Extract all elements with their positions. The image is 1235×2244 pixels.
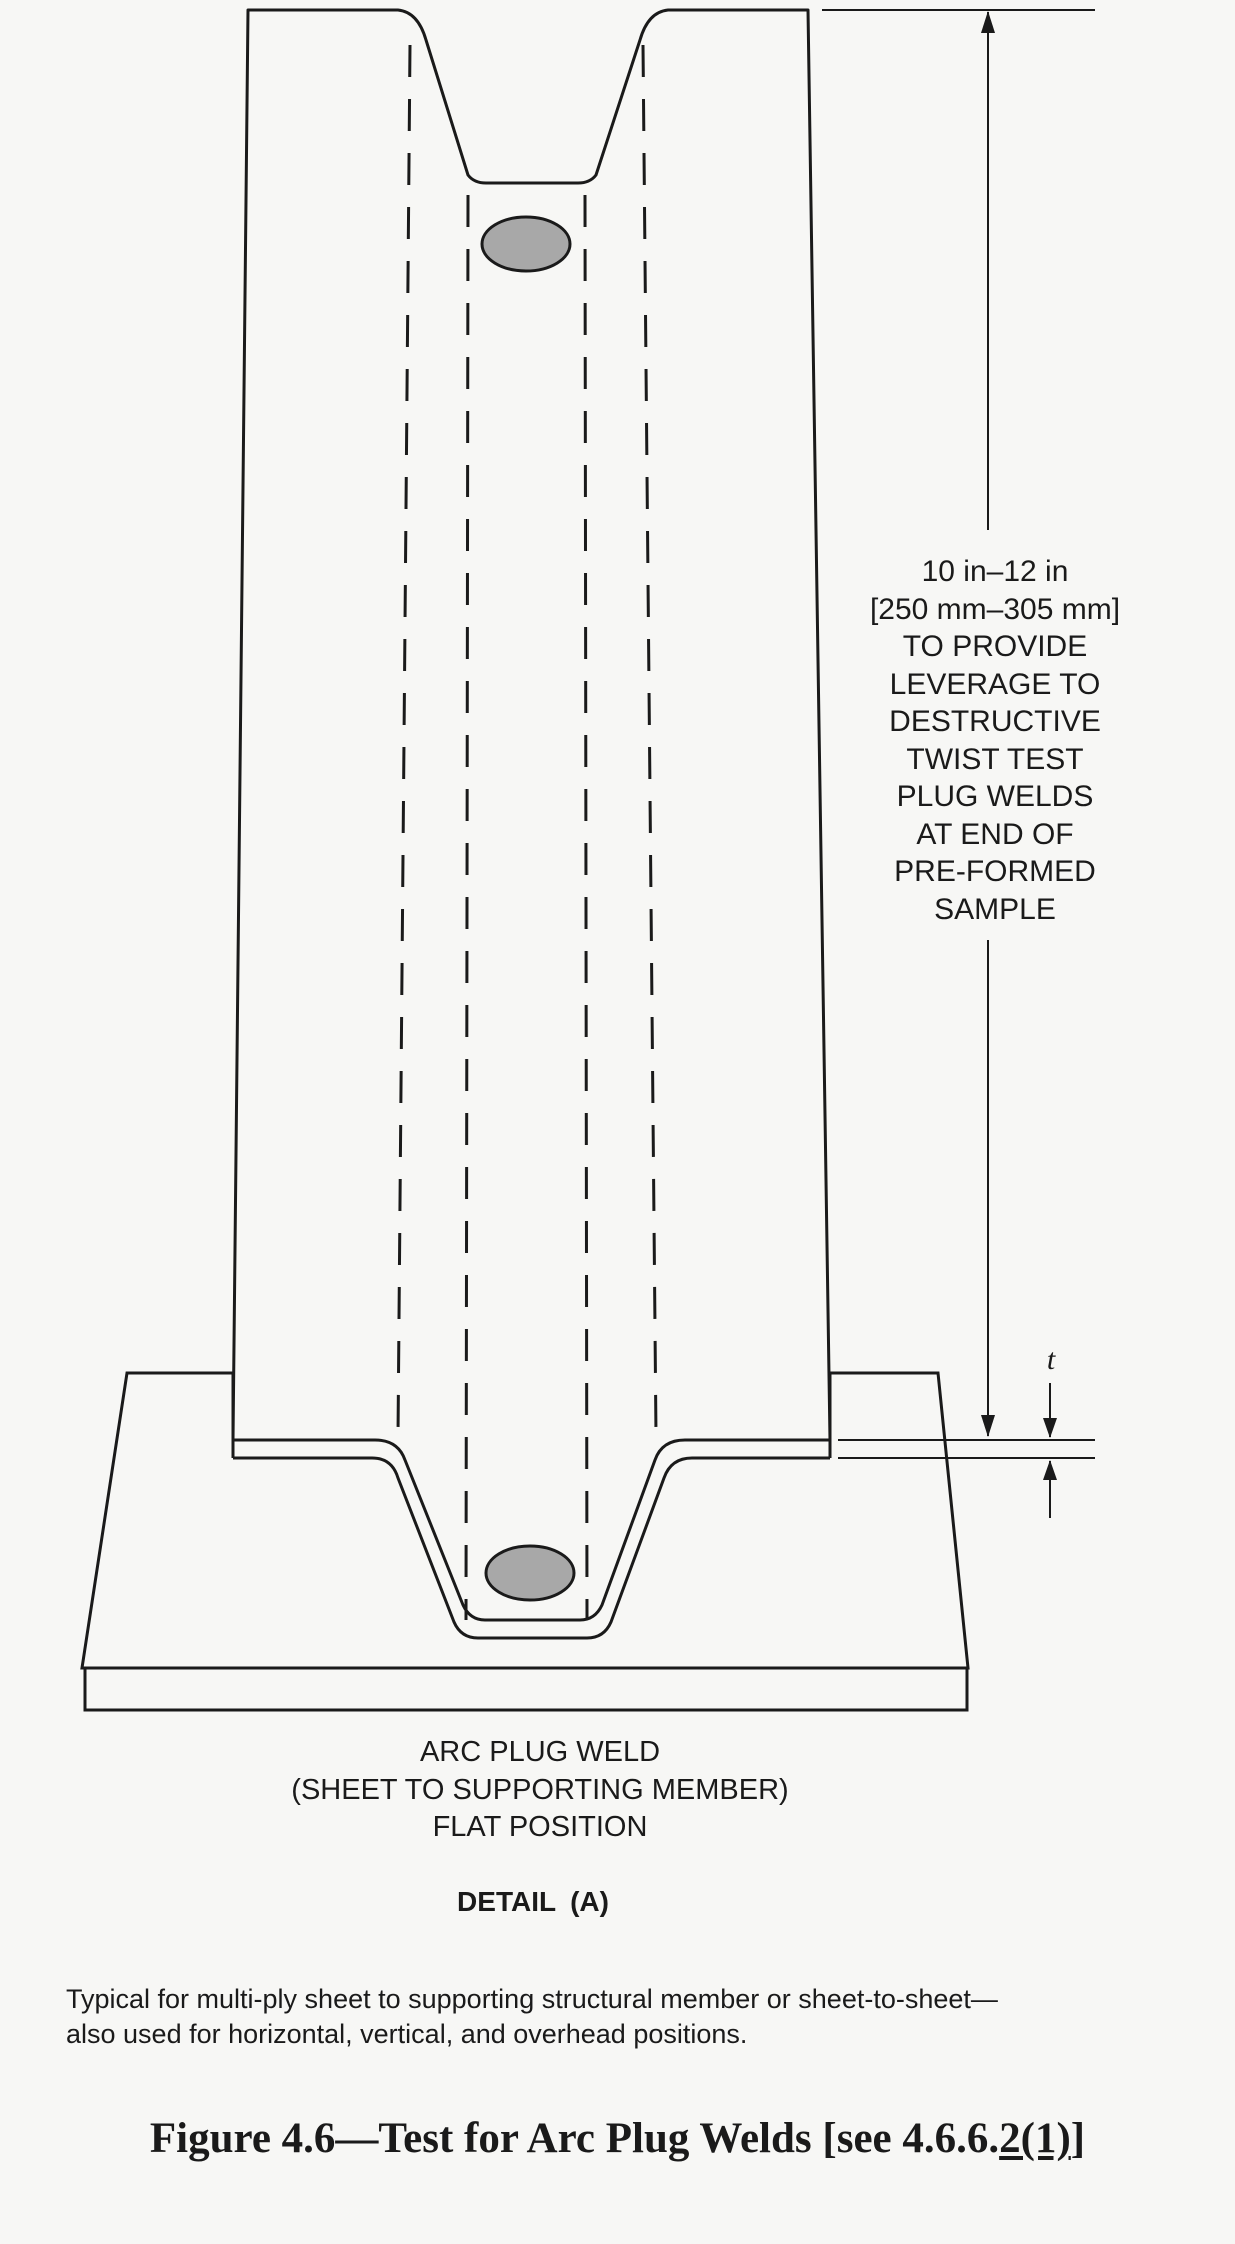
dimension-arrow-bottom [981,1415,995,1437]
dimension-note-line: PLUG WELDS [896,780,1094,813]
t-arrow-lower [1043,1460,1057,1480]
caption-line: (SHEET TO SUPPORTING MEMBER) [291,1773,789,1806]
dimension-note-line: LEVERAGE TO [889,667,1101,701]
dimension-note-line: TO PROVIDE [902,630,1088,663]
detail-tag: (A) [570,1886,609,1917]
usage-note-line: Typical for multi-ply sheet to supporting structural member or sheet-to-sheet— [66,1984,998,2014]
dimension-arrow-top [981,11,995,33]
detail-caption [200,1734,880,1847]
hidden-line-outer-right [643,45,656,1435]
dimension-note-line: AT END OF [916,817,1074,851]
detail-word: DETAIL [457,1886,557,1917]
t-arrow-upper [1043,1418,1057,1438]
caption-line: ARC PLUG WELD [419,1736,661,1768]
dimension-note-line: TWIST TEST [906,742,1084,776]
figure-title-end: ] [1070,2115,1086,2162]
figure-title-text: Figure 4.6—Test for Arc Plug Welds [see 4.6.6. [149,2115,1000,2162]
hidden-line-outer-left [398,45,410,1435]
dimension-note-line: PRE-FORMED [894,855,1096,888]
hidden-bend-lines [398,45,656,1620]
dimension-note-line: [250 mm–305 mm] [869,592,1121,626]
figure-reference: 2(1) [999,2115,1071,2162]
figure-title [0,2114,1235,2163]
caption-line: FLAT POSITION [432,1811,648,1843]
detail-label [380,1886,700,1918]
dimension-note [840,553,1150,928]
thickness-label: t [1046,1343,1056,1376]
usage-note-line: also used for horizontal, vertical, and overhead positions. [66,2019,748,2049]
plug-weld-top [482,217,570,271]
plate-front-face [85,1668,967,1710]
hidden-line-inner-left [466,195,468,1620]
hidden-line-inner-right [585,195,587,1620]
thickness-dimension [838,1383,1095,1518]
supporting-member-plate [82,1373,968,1710]
usage-note [66,1982,1186,2052]
dimension-note-line: 10 in–12 in [921,555,1069,588]
plug-weld-bottom [486,1546,574,1600]
dimension-note-line: DESTRUCTIVE [889,705,1101,738]
plate-top-face [82,1373,968,1668]
dimension-note-line: SAMPLE [934,892,1056,926]
